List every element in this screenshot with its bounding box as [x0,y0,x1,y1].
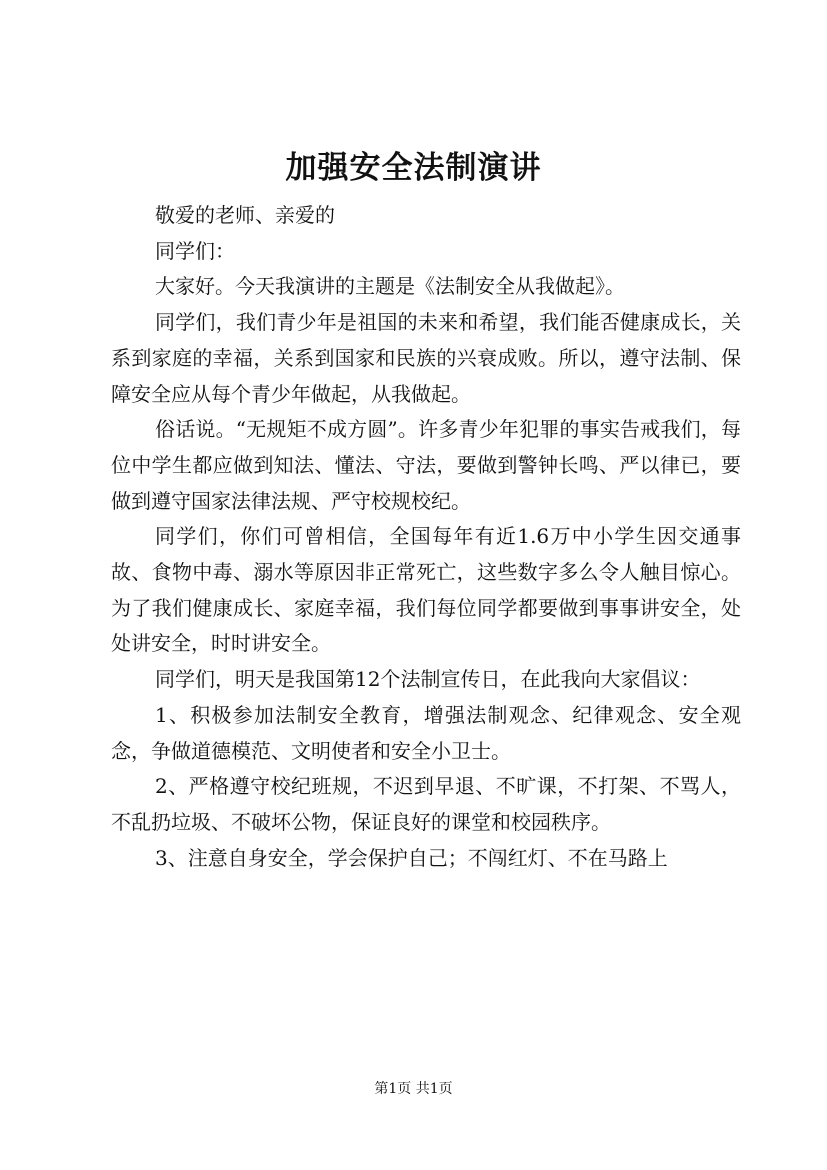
document-body [111,198,741,876]
page-footer: 第1页 共1页 [374,1081,453,1097]
list-item-1: 1、积极参加法制安全教育，增强法制观念、纪律观念、安全观念，争做道德模范、文明使者和安全小卫士。 [111,702,741,763]
paragraph-statistics: 同学们，你们可曾相信，全国每年有近1.6万中小学生因交通事故、食物中毒、溺水等原因非正常死亡，这些数字多么令人触目惊心。为了我们健康成长、家庭幸福，我们每位同学都要做到事事讲安全，处处讲安全，时时讲安全。 [111,524,741,656]
list-item-3: 3、注意自身安全，学会保护自己；不闯红灯、不在马路上 [155,845,668,870]
paragraph-greeting: 大家好。今天我演讲的主题是《法制安全从我做起》。 [155,274,625,299]
document-title: 加强安全法制演讲 [285,150,542,186]
paragraph-proverb: 俗话说。“无规矩不成方圆”。许多青少年犯罪的事实告戒我们，每位中学生都应做到知法、懂法、守法，要做到警钟长鸣、严以律已，要做到遵守国家法律法规、严守校规校纪。 [111,417,741,513]
salutation-line-1: 敬爱的老师、亲爱的 [155,203,335,227]
salutation-line-2: 同学们： [155,238,235,263]
paragraph-proposal: 同学们，明天是我国第12个法制宣传日，在此我向大家倡议： [155,667,701,692]
paragraph-youth: 同学们，我们青少年是祖国的未来和希望，我们能否健康成长，关系到家庭的幸福，关系到国家和民族的兴衰成败。所以，遵守法制、保障安全应从每个青少年做起，从我做起。 [111,310,741,406]
list-item-2: 2、严格遵守校纪班规，不迟到早退、不旷课，不打架、不骂人，不乱扔垃圾、不破坏公物，保证良好的课堂和校园秩序。 [111,774,741,834]
